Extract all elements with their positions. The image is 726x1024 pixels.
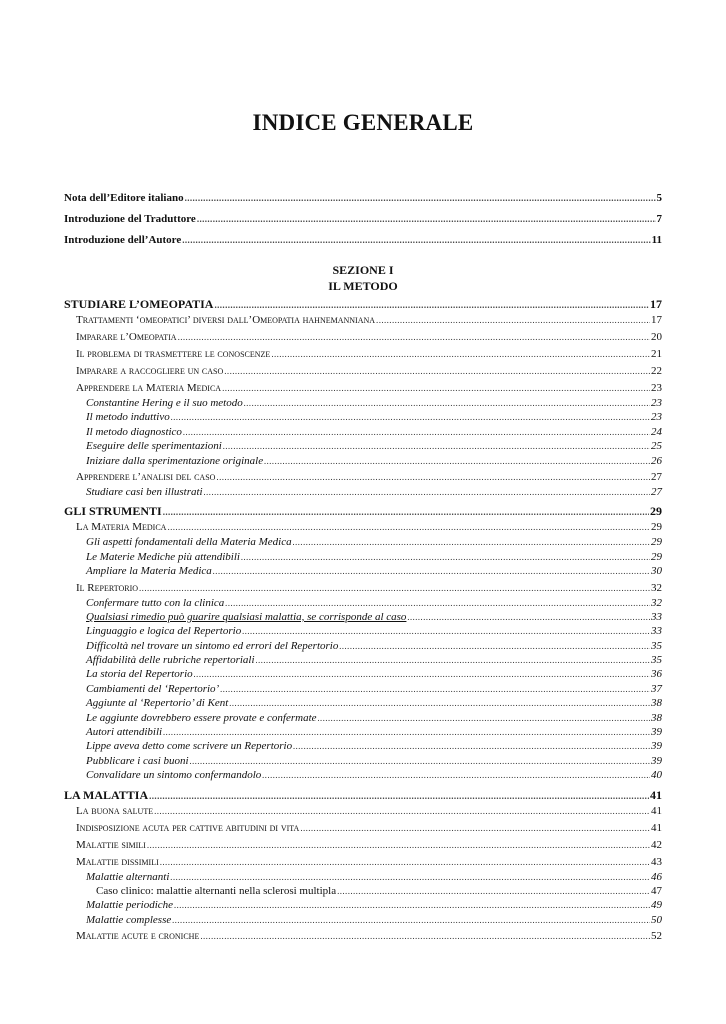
section-subtitle: IL METODO (328, 279, 398, 293)
toc-entry-title: Il metodo diagnostico (86, 425, 182, 438)
leader-dots (293, 741, 650, 751)
toc-entry-title: Imparare a raccogliere un caso (76, 365, 224, 377)
toc-entry-page: 23 (651, 382, 662, 394)
toc-entry-page: 39 (651, 740, 662, 753)
leader-dots (220, 684, 650, 694)
toc-entry-title: Introduzione del Traduttore (64, 213, 196, 225)
toc-entry-page: 17 (651, 314, 662, 326)
toc-entry-title: Studiare casi ben illustrati (86, 485, 203, 498)
toc-subsection[interactable] (64, 565, 662, 579)
leader-dots (163, 507, 649, 517)
toc-subsection[interactable] (64, 899, 662, 913)
toc-entry-title: Apprendere la Materia Medica (76, 382, 222, 394)
toc-section[interactable] (64, 805, 662, 820)
toc-section[interactable] (64, 471, 662, 486)
toc-entry-title: Confermare tutto con la clinica (86, 596, 225, 609)
toc-entry-title: Imparare l’Omeopatia (76, 331, 177, 343)
toc-entry-page: 23 (651, 411, 662, 424)
toc-entry-page: 41 (650, 787, 662, 802)
toc-chapter[interactable] (64, 297, 662, 312)
toc-entry-title: La storia del Repertorio (86, 668, 193, 681)
toc-entry-page: 39 (651, 754, 662, 767)
toc-section[interactable] (64, 331, 662, 346)
toc-entry-page: 33 (651, 625, 662, 638)
toc-subsection[interactable] (64, 654, 662, 668)
toc-subsection[interactable] (64, 740, 662, 754)
toc-entry-page: 32 (651, 581, 662, 594)
toc-subsection[interactable] (64, 640, 662, 654)
leader-dots (244, 398, 650, 408)
toc-entry-page: 33 (651, 610, 662, 623)
toc-entry-title: Il metodo induttivo (86, 411, 170, 424)
toc-section[interactable] (64, 582, 662, 597)
toc-entry-title: Eseguire delle sperimentazioni (86, 440, 222, 453)
toc-subsection[interactable] (64, 697, 662, 711)
toc-entry-title: Indisposizione acuta per cattive abitudini di vita (76, 821, 300, 834)
leader-dots (183, 427, 650, 437)
toc-entry-page: 29 (651, 521, 662, 534)
leader-dots (163, 727, 650, 737)
toc-subsection[interactable] (64, 486, 662, 500)
toc-entry-title: Malattie alternanti (86, 870, 170, 883)
toc-entry-title: LA MALATTIA (64, 787, 149, 802)
leader-dots (147, 840, 650, 850)
leader-dots (149, 791, 649, 801)
toc-entry-title: Nota dell’Editore italiano (64, 192, 184, 204)
toc-entry-title: Convalidare un sintomo confermandolo (86, 769, 262, 782)
toc-entry-title: Autori attendibili (86, 726, 163, 739)
leader-dots (185, 193, 656, 203)
leader-dots (407, 612, 650, 622)
leader-dots (242, 626, 650, 636)
toc-section[interactable] (64, 314, 662, 329)
toc-subsection[interactable] (64, 712, 662, 726)
toc-chapter[interactable] (64, 788, 662, 803)
leader-dots (262, 770, 650, 780)
leader-dots (216, 472, 650, 482)
toc-entry-title: Malattie periodiche (86, 899, 174, 912)
leader-dots (200, 931, 650, 941)
toc-entry-title: STUDIARE L’OMEOPATIA (64, 297, 214, 311)
toc-entry-page: 50 (651, 913, 662, 926)
toc-entry-title: Aggiunte al ‘Repertorio’ di Kent (86, 697, 229, 710)
toc-entry-page: 36 (651, 668, 662, 681)
toc-entry-page: 46 (651, 870, 662, 883)
front-matter-list (64, 192, 662, 255)
leader-dots (194, 669, 650, 679)
toc-subsection[interactable] (64, 871, 662, 885)
toc-entry-title: Caso clinico: malattie alternanti nella sclerosi multipla (96, 884, 337, 897)
leader-dots (222, 383, 650, 393)
leader-dots (171, 412, 650, 422)
toc-subsection[interactable] (64, 683, 662, 697)
toc-entry-page: 40 (651, 769, 662, 782)
leader-dots (376, 315, 650, 325)
toc-subsection[interactable] (64, 914, 662, 928)
toc-entry-page: 17 (650, 297, 662, 311)
toc-entry-title: Malattie dissimili (76, 855, 159, 868)
page-title: INDICE GENERALE (252, 110, 474, 135)
toc-entry-page: 35 (651, 639, 662, 652)
toc-entry-title: Linguaggio e logica del Repertorio (86, 625, 242, 638)
leader-dots (160, 857, 650, 867)
toc-entry-page: 5 (656, 192, 662, 204)
toc-entry-page: 41 (651, 821, 662, 834)
toc-entry-title: Gli aspetti fondamentali della Materia Medica (86, 536, 292, 549)
toc-entry-page: 37 (651, 682, 662, 695)
toc-entry[interactable] (64, 213, 662, 234)
toc-subsection[interactable] (64, 397, 662, 411)
toc-entry-page: 32 (651, 596, 662, 609)
toc-subsection[interactable] (64, 411, 662, 425)
leader-dots (264, 456, 650, 466)
leader-dots (300, 823, 650, 833)
toc-entry-page: 11 (651, 234, 662, 246)
toc-entry-page: 52 (651, 930, 662, 943)
toc-subsection[interactable] (64, 455, 662, 469)
toc-entry-page: 43 (651, 855, 662, 868)
toc-subsection[interactable] (64, 769, 662, 783)
toc-entry-page: 26 (651, 454, 662, 467)
toc-subsection[interactable] (64, 726, 662, 740)
toc-entry-page: 27 (651, 485, 662, 498)
toc-entry-page: 38 (651, 711, 662, 724)
toc-entry-page: 23 (651, 397, 662, 409)
leader-dots (213, 566, 650, 576)
toc-entry-page: 25 (651, 440, 662, 453)
toc-entry-page: 35 (651, 654, 662, 667)
toc-entry-page: 41 (651, 804, 662, 817)
toc-entry-page: 29 (650, 504, 662, 519)
toc-entry-title: Le Materie Mediche più attendibili (86, 550, 240, 563)
toc-entry-title: Affidabilità delle rubriche repertoriali (86, 654, 255, 667)
leader-dots (241, 552, 650, 562)
toc-subsection[interactable] (64, 597, 662, 611)
toc-entry-title: Introduzione dell’Autore (64, 234, 182, 246)
toc-entry-title: Malattie acute e croniche (76, 930, 200, 943)
toc-entry-title: Le aggiunte dovrebbero essere provate e confermate (86, 711, 317, 724)
toc-entry-page: 29 (651, 550, 662, 563)
toc-entry-page: 24 (651, 425, 662, 438)
leader-dots (172, 915, 650, 925)
toc-entry-page: 21 (651, 348, 662, 360)
leader-dots (178, 332, 650, 342)
toc-entry-page: 47 (651, 884, 662, 897)
toc-subsection[interactable] (64, 755, 662, 769)
toc-subsection[interactable] (64, 426, 662, 440)
toc-section[interactable] (64, 382, 662, 397)
toc-entry-page: 27 (651, 470, 662, 483)
leader-dots (224, 366, 650, 376)
toc-entry-title: Iniziare dalla sperimentazione originale (86, 454, 264, 467)
leader-dots (182, 235, 650, 245)
toc-entry-title: La buona salute (76, 804, 154, 817)
toc-entry-title: Difficoltà nel trovare un sintomo ed errori del Repertorio (86, 639, 339, 652)
toc-entry-page: 42 (651, 838, 662, 851)
leader-dots (170, 872, 650, 882)
leader-dots (190, 756, 650, 766)
leader-dots (229, 698, 650, 708)
toc-entry-title: Apprendere l’analisi del caso (76, 470, 216, 483)
toc-entry-page: 30 (651, 565, 662, 578)
leader-dots (293, 537, 650, 547)
toc-section[interactable] (64, 348, 662, 363)
toc-entry-title: Il problema di trasmettere le conoscenze (76, 348, 271, 360)
toc-entry-title: Lippe aveva detto come scrivere un Repertorio (86, 740, 293, 753)
toc-entry-title: Trattamenti ‘omeopatici’ diversi dall’Omeopatia hahnemanniana (76, 314, 376, 326)
toc-section[interactable] (64, 822, 662, 837)
toc-subsubsection[interactable] (64, 885, 662, 899)
toc-entry-title: GLI STRUMENTI (64, 504, 162, 519)
leader-dots (339, 641, 650, 651)
toc-entry-page: 7 (656, 213, 662, 225)
toc-subsection[interactable] (64, 551, 662, 565)
leader-dots (271, 349, 650, 359)
toc-entry[interactable] (64, 234, 662, 255)
leader-dots (154, 806, 650, 816)
toc-subsection[interactable] (64, 611, 662, 625)
leader-dots (318, 713, 650, 723)
section-label: SEZIONE I (332, 263, 394, 277)
toc-entry-title: Malattie complesse (86, 913, 172, 926)
leader-dots (204, 487, 650, 497)
toc-entry-title: Cambiamenti del ‘Repertorio’ (86, 682, 220, 695)
leader-dots (174, 900, 650, 910)
toc-entry-page: 49 (651, 899, 662, 912)
toc-section[interactable] (64, 930, 662, 945)
leader-dots (337, 886, 650, 896)
toc-entry-title: Il Repertorio (76, 581, 139, 594)
toc-subsection[interactable] (64, 625, 662, 639)
toc-entry-page: 29 (651, 536, 662, 549)
leader-dots (167, 522, 650, 532)
toc-section[interactable] (64, 856, 662, 871)
toc-chapter[interactable] (64, 504, 662, 519)
table-of-contents (64, 297, 662, 945)
toc-entry-page: 39 (651, 726, 662, 739)
leader-dots (225, 598, 650, 608)
leader-dots (223, 441, 650, 451)
toc-entry[interactable] (64, 192, 662, 213)
toc-entry-title: Qualsiasi rimedio può guarire qualsiasi malattia, se corrisponde al caso (86, 610, 407, 623)
toc-section[interactable] (64, 365, 662, 380)
leader-dots (214, 300, 649, 310)
toc-entry-title: Malattie simili (76, 838, 146, 851)
toc-section[interactable] (64, 521, 662, 536)
leader-dots (139, 583, 650, 593)
toc-entry-title: La Materia Medica (76, 521, 167, 534)
toc-entry-page: 22 (651, 365, 662, 377)
toc-entry-title: Pubblicare i casi buoni (86, 754, 189, 767)
toc-entry-title: Constantine Hering e il suo metodo (86, 397, 243, 409)
toc-subsection[interactable] (64, 536, 662, 550)
leader-dots (256, 655, 650, 665)
toc-entry-page: 20 (651, 331, 662, 343)
toc-subsection[interactable] (64, 668, 662, 682)
leader-dots (197, 214, 656, 224)
toc-section[interactable] (64, 839, 662, 854)
toc-entry-page: 38 (651, 697, 662, 710)
toc-subsection[interactable] (64, 440, 662, 454)
toc-entry-title: Ampliare la Materia Medica (86, 565, 212, 578)
